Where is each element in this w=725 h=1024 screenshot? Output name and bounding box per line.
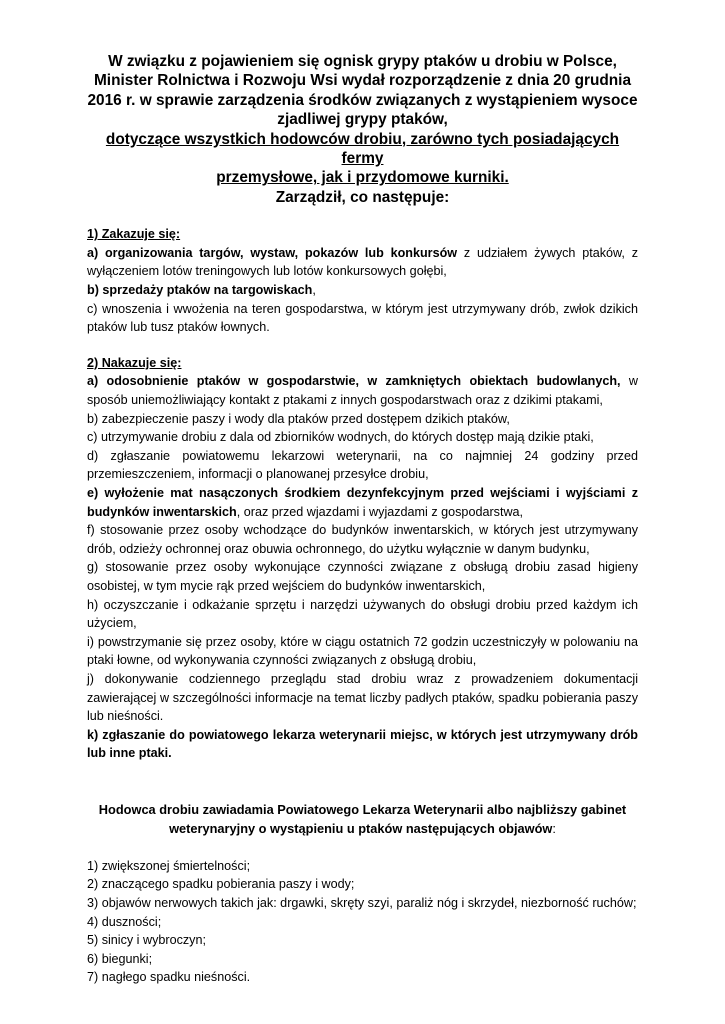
notice-line [87, 819, 638, 838]
symptom-item: 1) zwiększonej śmiertelności; [87, 858, 251, 873]
order-item-k [87, 726, 638, 763]
title-line: Zarządził, co następuje: [275, 188, 450, 206]
title-line: W związku z pojawieniem się ognisk grypy ptaków u drobiu w Polsce, [108, 53, 617, 70]
symptom-item: 2) znaczącego spadku pobierania paszy i wody; [87, 877, 355, 892]
section-prohibitions [87, 225, 638, 337]
order-item-f: f) stosowanie przez osoby wchodzące do budynków inwentarskich, w których jest utrzymywany drób, odzieży ochronnej oraz obuwia ochronnego, do użytku wyłącznie w danym budynku, [87, 523, 638, 556]
item-text: z udziałem żywych ptaków, z wyłączeniem lotów treningowych lub lotów konkursowych gołębi, [87, 245, 639, 279]
order-item-h: h) oczyszczanie i odkażanie sprzętu i narzędzi używanych do obsługi drobiu przed każdym ich użyciem, [87, 597, 638, 631]
notice-line: Hodowca drobiu zawiadamia Powiatowego Lekarza Weterynarii albo najbliższy gabinet [98, 801, 627, 817]
item-bold-text: b) sprzedaży ptaków na targowiskach [87, 283, 313, 298]
order-item-j: j) dokonywanie codziennego przeglądu stad drobiu wraz z prowadzeniem dokumentacji zawierającej w szczególności informacje na temat liczby padłych ptaków, spadku pobierania paszy lub nieśności. [87, 671, 638, 724]
order-item-g: g) stosowanie przez osoby wykonujące czynności związane z obsługą drobiu zasad higieny osobistej, w tym mycie rąk przed wejściem do budynków inwentarskich, [87, 560, 638, 593]
item-text: , [312, 283, 316, 298]
title-line: Minister Rolnictwa i Rozwoju Wsi wydał rozporządzenie z dnia 20 grudnia [93, 72, 632, 90]
document-title [87, 52, 638, 207]
symptom-item: 3) objawów nerwowych takich jak: drgawki, skręty szyi, paraliż nóg i skrzydeł, niezborność ruchów; [87, 896, 637, 911]
symptom-item: 7) nagłego spadku nieśności. [87, 970, 251, 985]
symptom-item: 5) sinicy i wybroczyn; [87, 933, 206, 948]
title-line: zjadliwej grypy ptaków, [277, 111, 448, 129]
prohibition-item-c: c) wnoszenia i wwożenia na teren gospodarstwa, w którym jest utrzymywany drób, zwłok dzikich ptaków lub tusz ptaków łownych. [87, 301, 638, 335]
item-bold-text: a) odosobnienie ptaków w gospodarstwie, w zamkniętych obiektach budowlanych, [87, 374, 621, 389]
item-text: w sposób uniemożliwiający kontakt z ptakami z innych gospodarstwach oraz z dzikimi ptakami, [87, 374, 638, 407]
order-item-c: c) utrzymywanie drobiu z dala od zbiorników wodnych, do których dostęp mają dzikie ptaki, [87, 430, 594, 445]
symptom-item: 6) biegunki; [87, 951, 153, 966]
section-orders [87, 354, 638, 763]
item-bold-text: k) zgłaszanie do powiatowego lekarza weterynarii miejsc, w których jest utrzymywany drób lub inne ptaki. [87, 727, 638, 761]
notice-heading [87, 800, 638, 838]
notice-text: weterynaryjny o wystąpieniu u ptaków następujących objawów [169, 820, 553, 836]
order-item-i: i) powstrzymanie się przez osoby, które w ciągu ostatnich 72 godzin uczestniczyły w polowaniu na ptaki łowne, od wykonywania czynności związanych z obsługą drobiu, [87, 634, 638, 668]
section-heading: 2) Nakazuje się: [87, 355, 182, 370]
item-bold-text: a) organizowania targów, wystaw, pokazów lub konkursów [87, 245, 458, 260]
title-line-underlined: przemysłowe, jak i przydomowe kurniki. [216, 169, 509, 187]
order-item-a [87, 372, 638, 409]
order-item-e [87, 484, 638, 521]
title-line-underlined: dotyczące wszystkich hodowców drobiu, zarówno tych posiadających fermy [105, 130, 620, 168]
order-item-b: b) zabezpieczenie paszy i wody dla ptaków przed dostępem dzikich ptaków, [87, 411, 510, 426]
notice-colon: : [552, 820, 556, 836]
section-heading: 1) Zakazuje się: [87, 227, 181, 242]
prohibition-item-b [87, 281, 638, 300]
order-item-d: d) zgłaszanie powiatowemu lekarzowi weterynarii, na co najmniej 24 godziny przed przemieszczeniem, informacji o planowanej przesyłce drobiu, [87, 448, 638, 482]
symptom-item: 4) duszności; [87, 914, 162, 929]
symptoms-list [87, 857, 638, 987]
title-line: 2016 r. w sprawie zarządzenia środków związanych z wystąpieniem wysoce [87, 91, 638, 109]
prohibition-item-a [87, 244, 638, 281]
item-bold-text: e) wyłożenie mat nasączonych środkiem dezynfekcyjnym przed wejściami i wyjściami z budynków inwentarskich [87, 485, 638, 519]
item-text: , oraz przed wjazdami i wyjazdami z gospodarstwa, [236, 504, 524, 519]
